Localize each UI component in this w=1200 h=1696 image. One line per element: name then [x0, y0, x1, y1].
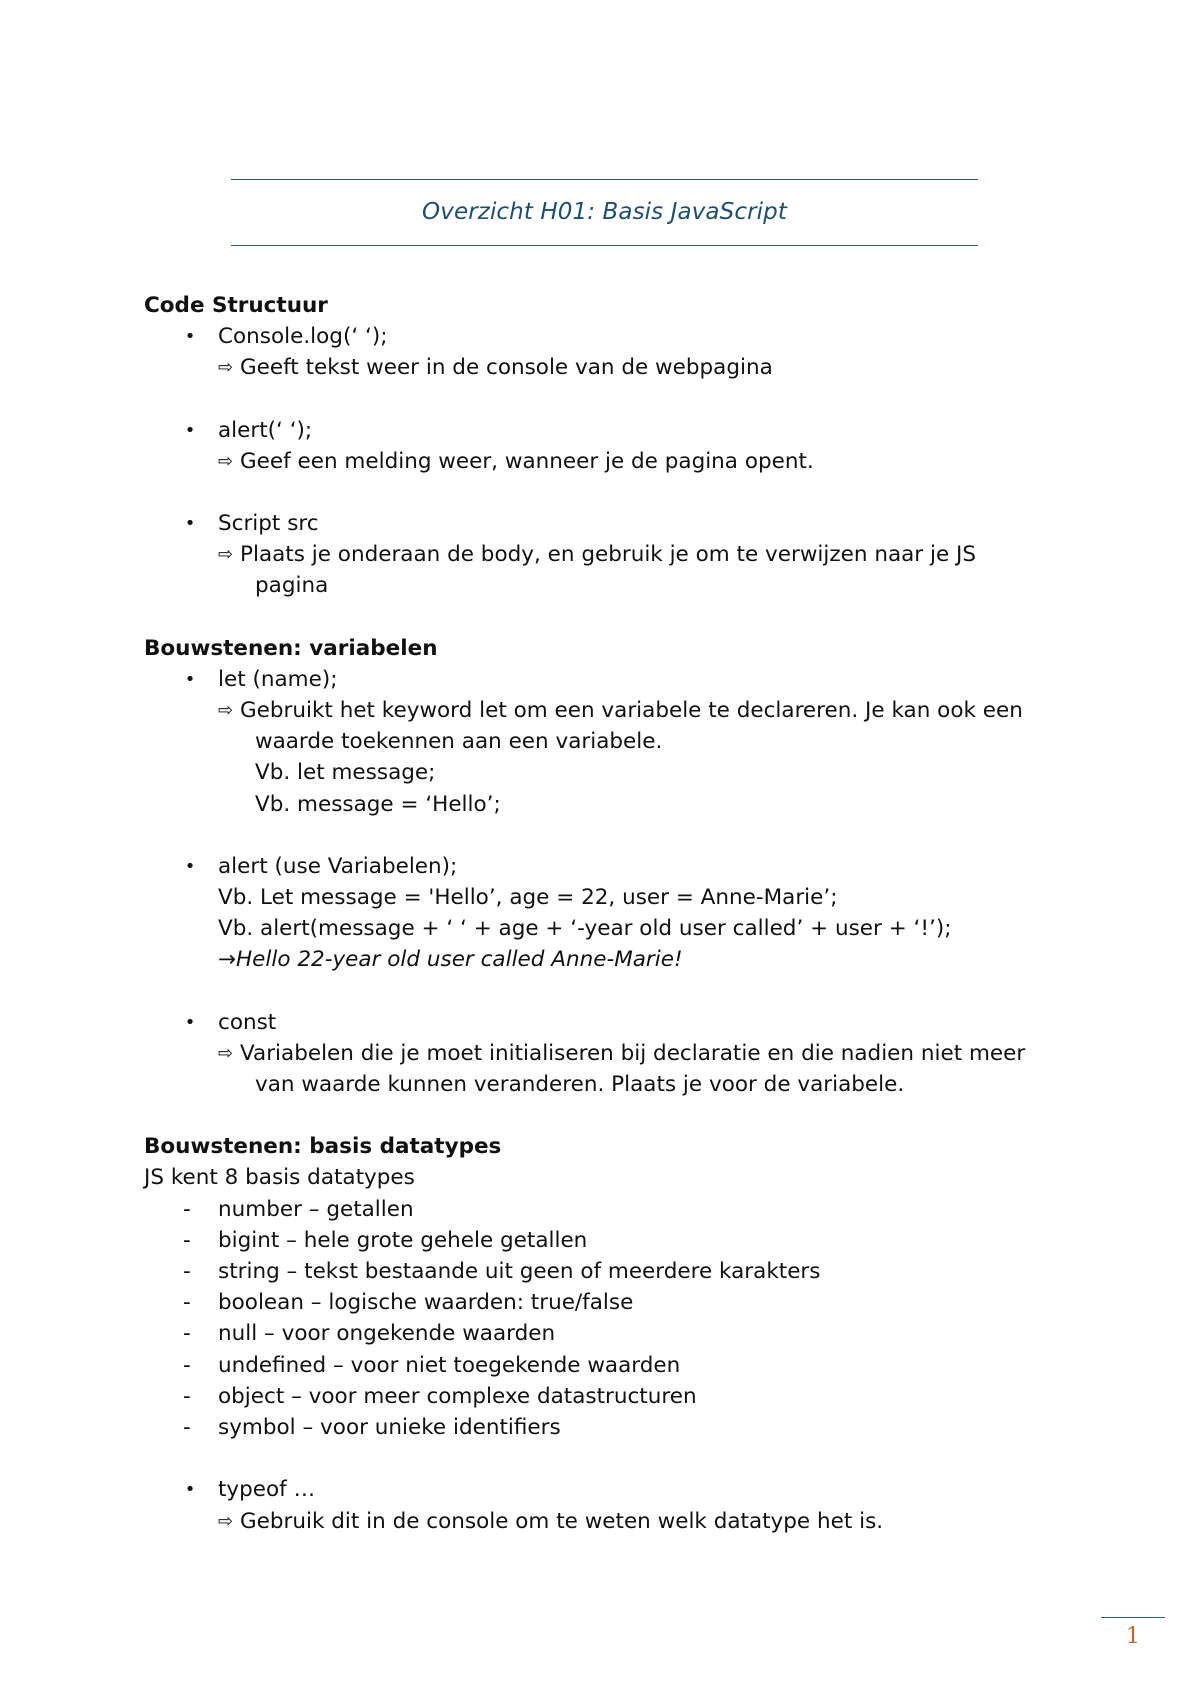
item-label: Script src	[218, 511, 319, 537]
list-item: - bigint – hele grote gehele getallen	[144, 1225, 1084, 1256]
dash-icon: -	[183, 1415, 191, 1441]
item-label: const	[218, 1009, 277, 1035]
item-label: typeof …	[218, 1477, 316, 1503]
item-description-continued: waarde toekennen aan een variabele.	[255, 729, 663, 755]
list-item: - number – getallen	[144, 1194, 1084, 1225]
arrow-right-icon: ⇨	[218, 544, 234, 566]
arrow-right-icon: →	[218, 947, 237, 973]
arrow-right-icon: ⇨	[218, 1510, 234, 1532]
bullet-icon: •	[184, 326, 196, 348]
item-description: ⇨ Variabelen die je moet initialiseren bij declaratie en die nadien niet meer	[218, 1038, 1084, 1069]
example-line: Vb. message = ‘Hello’;	[255, 791, 501, 817]
dash-icon: -	[183, 1227, 191, 1253]
item-description: ⇨ Plaats je onderaan de body, en gebruik je om te verwijzen naar je JS	[218, 539, 1084, 570]
list-item: - object – voor meer complexe datastructuren	[144, 1381, 1084, 1412]
title-block	[231, 179, 978, 246]
list-item-script-src	[144, 508, 1084, 602]
item-label: alert(‘ ‘);	[218, 417, 313, 443]
dash-icon: -	[183, 1352, 191, 1378]
item-description: ⇨ Gebruik dit in de console om te weten welk datatype het is.	[218, 1506, 1084, 1537]
item-description: ⇨ Geeft tekst weer in de console van de webpagina	[218, 352, 1084, 383]
section-heading-code-structuur: Code Structuur	[144, 293, 328, 318]
arrow-right-icon: ⇨	[218, 700, 234, 722]
section-heading-variabelen: Bouwstenen: variabelen	[144, 635, 438, 661]
list-item-alert	[144, 415, 1084, 477]
list-item: - symbol – voor unieke identifiers	[144, 1412, 1084, 1443]
datatypes-intro: JS kent 8 basis datatypes	[144, 1165, 415, 1191]
arrow-right-icon: ⇨	[218, 357, 234, 379]
list-item-alert-variabelen	[144, 851, 1084, 976]
list-item: - undefined – voor niet toegekende waarden	[144, 1350, 1084, 1381]
list-item: - boolean – logische waarden: true/false	[144, 1287, 1084, 1318]
example-line: Vb. alert(message + ‘ ‘ + age + ‘-year old user called’ + user + ‘!’);	[218, 916, 952, 942]
item-description-continued: pagina	[255, 573, 329, 599]
example-line: Vb. let message;	[255, 760, 436, 786]
bullet-icon: •	[184, 855, 196, 877]
bullet-icon: •	[184, 1011, 196, 1033]
dash-icon: -	[183, 1196, 191, 1222]
item-label: alert (use Variabelen);	[218, 853, 458, 879]
dash-icon: -	[183, 1321, 191, 1347]
item-label: Console.log(‘ ‘);	[218, 324, 388, 350]
bullet-icon: •	[184, 419, 196, 441]
arrow-right-icon: ⇨	[218, 450, 234, 472]
item-label: let (name);	[218, 666, 338, 692]
list-item-console-log	[144, 321, 1084, 383]
item-description: ⇨ Geef een melding weer, wanneer je de pagina opent.	[218, 446, 1084, 477]
example-line: Vb. Let message = 'Hello’, age = 22, user = Anne-Marie’;	[218, 885, 838, 911]
dash-icon: -	[183, 1383, 191, 1409]
arrow-right-icon: ⇨	[218, 1042, 234, 1064]
dash-icon: -	[183, 1259, 191, 1285]
item-description: ⇨ Gebruikt het keyword let om een variabele te declareren. Je kan ook een	[218, 695, 1084, 726]
list-item-typeof	[144, 1474, 1084, 1536]
dash-icon: -	[183, 1290, 191, 1316]
list-item: - null – voor ongekende waarden	[144, 1318, 1084, 1349]
document-title: Overzicht H01: Basis JavaScript	[422, 199, 787, 225]
title-bottom-rule	[231, 245, 978, 246]
bullet-icon: •	[184, 1479, 196, 1501]
bullet-icon: •	[184, 513, 196, 535]
document-body	[144, 290, 1084, 1537]
list-item-const	[144, 1007, 1084, 1101]
item-description-continued: van waarde kunnen veranderen. Plaats je voor de variabele.	[255, 1072, 905, 1098]
list-item: - string – tekst bestaande uit geen of meerdere karakters	[144, 1256, 1084, 1287]
section-heading-datatypes: Bouwstenen: basis datatypes	[144, 1134, 502, 1160]
example-result: →Hello 22-year old user called Anne-Marie!	[218, 947, 683, 973]
list-item-let	[144, 664, 1084, 820]
page-number: 1	[1126, 1624, 1140, 1649]
bullet-icon: •	[184, 668, 196, 690]
footer-rule	[1101, 1617, 1165, 1618]
